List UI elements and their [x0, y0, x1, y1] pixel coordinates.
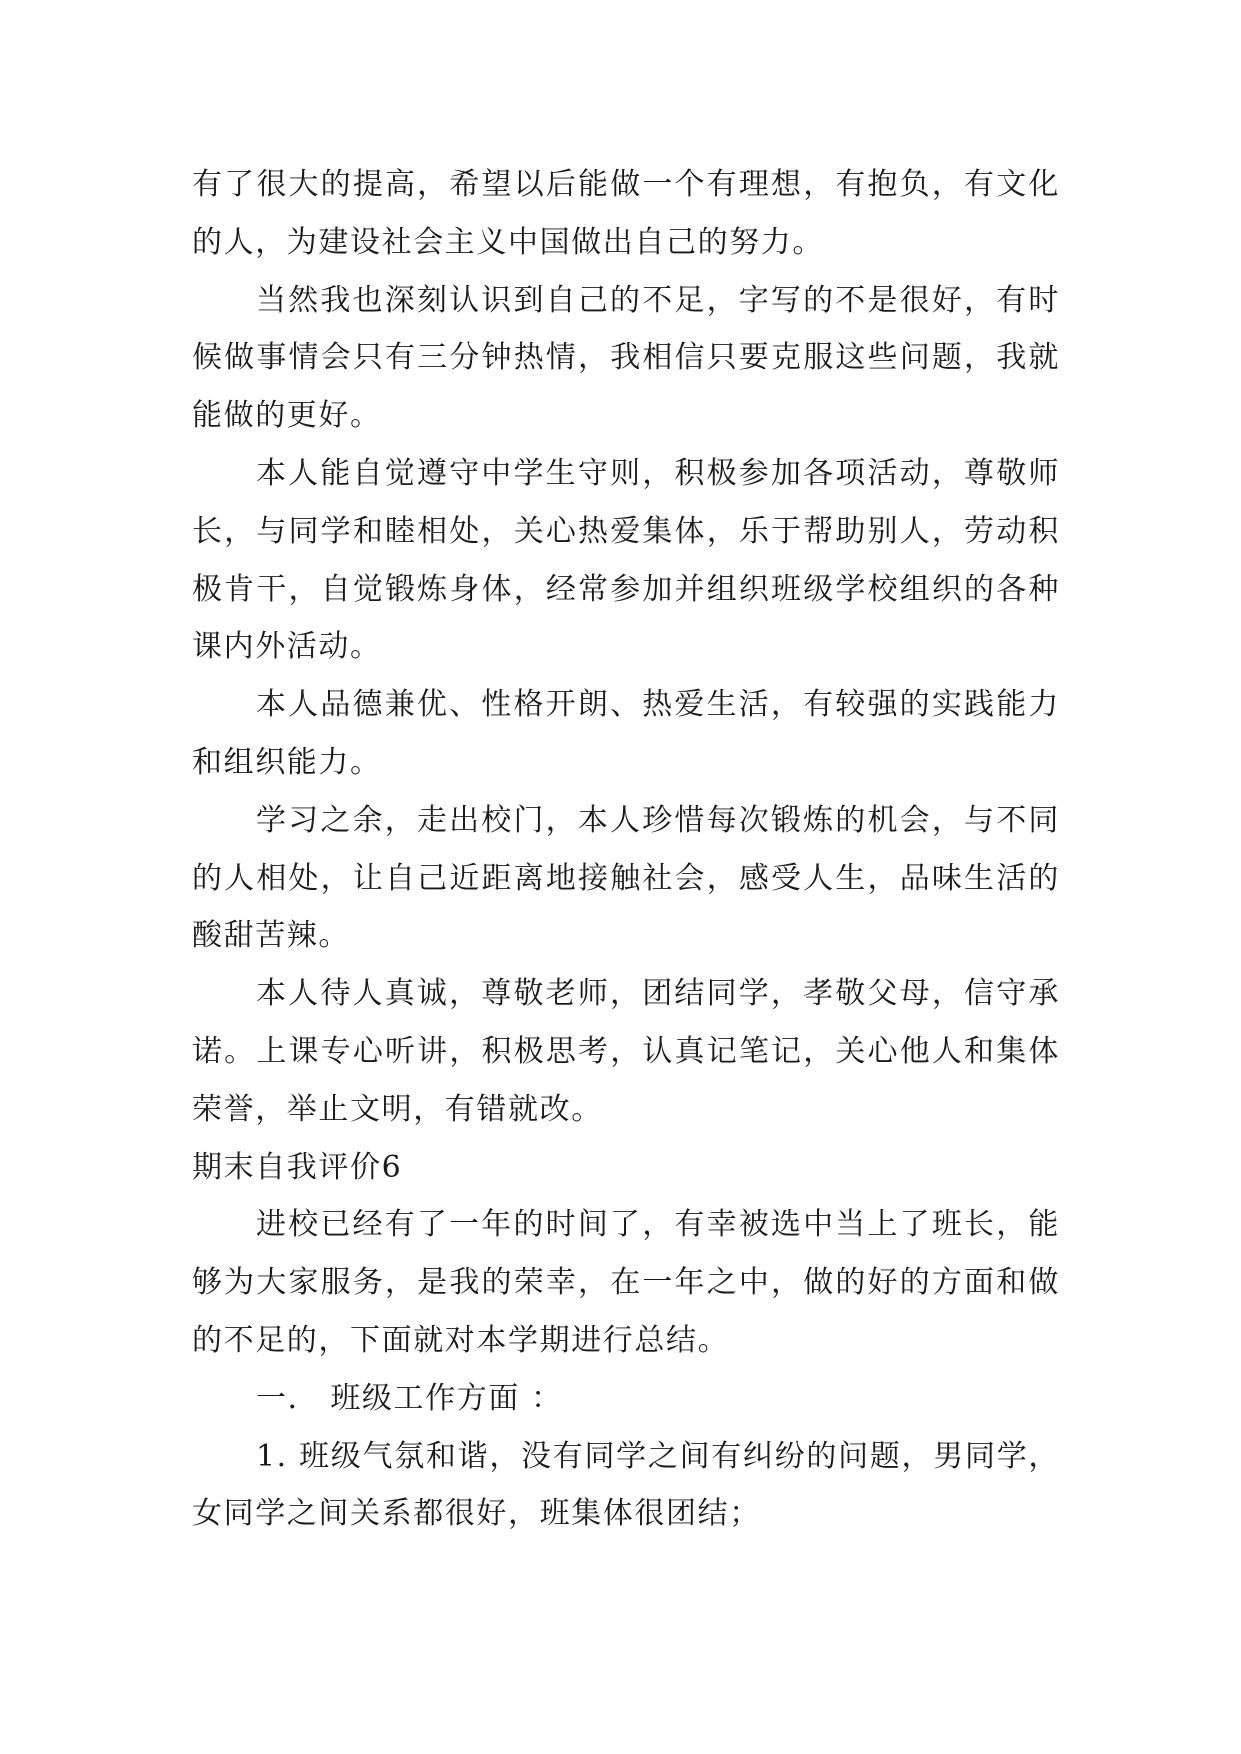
paragraph-attitude: 本人待人真诚，尊敬老师，团结同学，孝敬父母，信守承诺。上课专心听讲，积极思考，认真记笔记，关心他人和集体荣誉，举止文明，有错就改。 — [192, 976, 1060, 1127]
document-body — [192, 156, 1060, 1543]
paragraph-shortcomings: 当然我也深刻认识到自己的不足，字写的不是很好，有时候做事情会只有三分钟热情，我相信只要克服这些问题，我就能做的更好。 — [192, 282, 1060, 434]
paragraph-conduct: 本人能自觉遵守中学生守则，积极参加各项活动，尊敬师长，与同学和睦相处，关心热爱集体，乐于帮助别人，劳动积极肯干，自觉锻炼身体，经常参加并组织班级学校组织的各种课内外活动。 — [192, 455, 1060, 665]
paragraph-intro-monitor: 进校已经有了一年的时间了，有幸被选中当上了班长，能够为大家服务，是我的荣幸，在一年之中，做的好的方面和做的不足的，下面就对本学期进行总结。 — [192, 1207, 1060, 1358]
subheading-class-work: 一． 班级工作方面 ： — [256, 1380, 563, 1416]
list-item-1: 1. 班级气氛和谐，没有同学之间有纠纷的问题，男同学，女同学之间关系都很好，班集体很团结； — [192, 1438, 1060, 1532]
paragraph-character: 本人品德兼优、性格开朗、热爱生活，有较强的实践能力和组织能力。 — [192, 687, 1060, 780]
section-heading: 期末自我评价6 — [192, 1149, 403, 1185]
paragraph-continuation: 有了很大的提高，希望以后能做一个有理想，有抱负，有文化的人，为建设社会主义中国做出自己的努力。 — [192, 167, 1060, 260]
paragraph-outside-school: 学习之余，走出校门，本人珍惜每次锻炼的机会，与不同的人相处，让自己近距离地接触社会，感受人生，品味生活的酸甜苦辣。 — [192, 802, 1060, 954]
